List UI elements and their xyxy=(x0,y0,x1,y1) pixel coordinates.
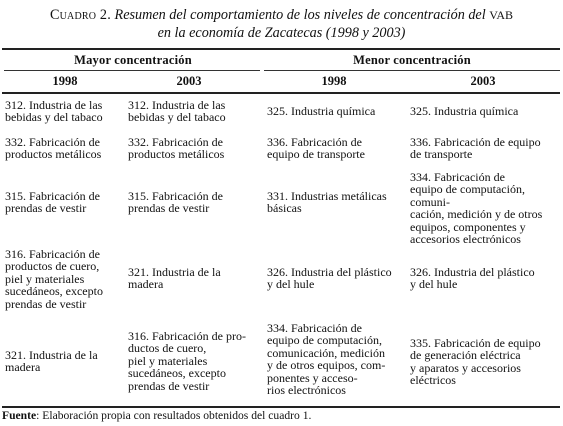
group-header-mayor: Mayor concentración xyxy=(74,53,192,67)
table-cell: 332. Fabricación de productos metálicos xyxy=(128,135,225,162)
table-cell: 334. Fabricación de equipo de computación, comunicación, medición y de otros equipos, com- ponentes y acceso- rios electrónicos xyxy=(267,321,386,398)
source-note xyxy=(2,409,311,423)
table-cell: 334. Fabricación de equipo de computación, comuni- cación, medición y de otros equipos, componentes y accesorios electrónicos xyxy=(410,170,543,247)
table-cell: 332. Fabricación de productos metálicos xyxy=(5,135,102,162)
table-cell: 335. Fabricación de equipo de generación eléctrica y aparatos y accesorios eléctricos xyxy=(410,336,541,388)
group-header-menor: Menor concentración xyxy=(353,53,471,67)
caption-abbr: VAB xyxy=(489,8,514,22)
caption-number: Cuadro 2. xyxy=(49,7,111,23)
source-label: Fuente xyxy=(2,409,37,422)
table-cell: 336. Fabricación de equipo de transporte xyxy=(410,135,541,162)
year-header: 1998 xyxy=(321,74,347,88)
caption-title-line1: Resumen del comportamiento de los niveles de concentración del xyxy=(114,7,486,23)
table-cell: 315. Fabricación de prendas de vestir xyxy=(128,189,223,216)
year-header: 1998 xyxy=(52,74,78,88)
bottom-rule xyxy=(2,406,560,408)
top-rule xyxy=(2,48,560,50)
table-cell: 315. Fabricación de prendas de vestir xyxy=(5,189,100,216)
group-rule-mayor xyxy=(4,70,260,71)
table-cell: 321. Industria de la madera xyxy=(128,265,221,292)
source-text: : Elaboración propia con resultados obtenidos del cuadro 1. xyxy=(36,409,312,422)
table-cell: 326. Industria del plástico y del hule xyxy=(267,265,392,292)
table-caption xyxy=(0,6,563,42)
table-cell: 325. Industria química xyxy=(410,104,519,118)
year-header: 2003 xyxy=(176,74,202,88)
group-rule-menor xyxy=(264,70,560,71)
table-cell: 321. Industria de la madera xyxy=(5,348,98,375)
table-cell: 331. Industrias metálicas básicas xyxy=(267,189,387,216)
header-rule xyxy=(2,92,560,94)
caption-title-line2: en la economía de Zacatecas (1998 y 2003) xyxy=(157,25,406,41)
year-header: 2003 xyxy=(470,74,496,88)
table-cell: 312. Industria de las bebidas y del tabaco xyxy=(128,98,226,125)
table-cell: 336. Fabricación de equipo de transporte xyxy=(267,135,365,162)
table-cell: 316. Fabricación de productos de cuero, piel y materiales sucedáneos, excepto prendas de vestir xyxy=(5,247,103,311)
table-cell: 325. Industria química xyxy=(267,104,376,118)
table-cell: 316. Fabricación de pro- ductos de cuero, piel y materiales sucedáneos, excepto prendas de vestir xyxy=(128,329,246,393)
table-cell: 326. Industria del plástico y del hule xyxy=(410,265,535,292)
table-cell: 312. Industria de las bebidas y del tabaco xyxy=(5,98,103,125)
